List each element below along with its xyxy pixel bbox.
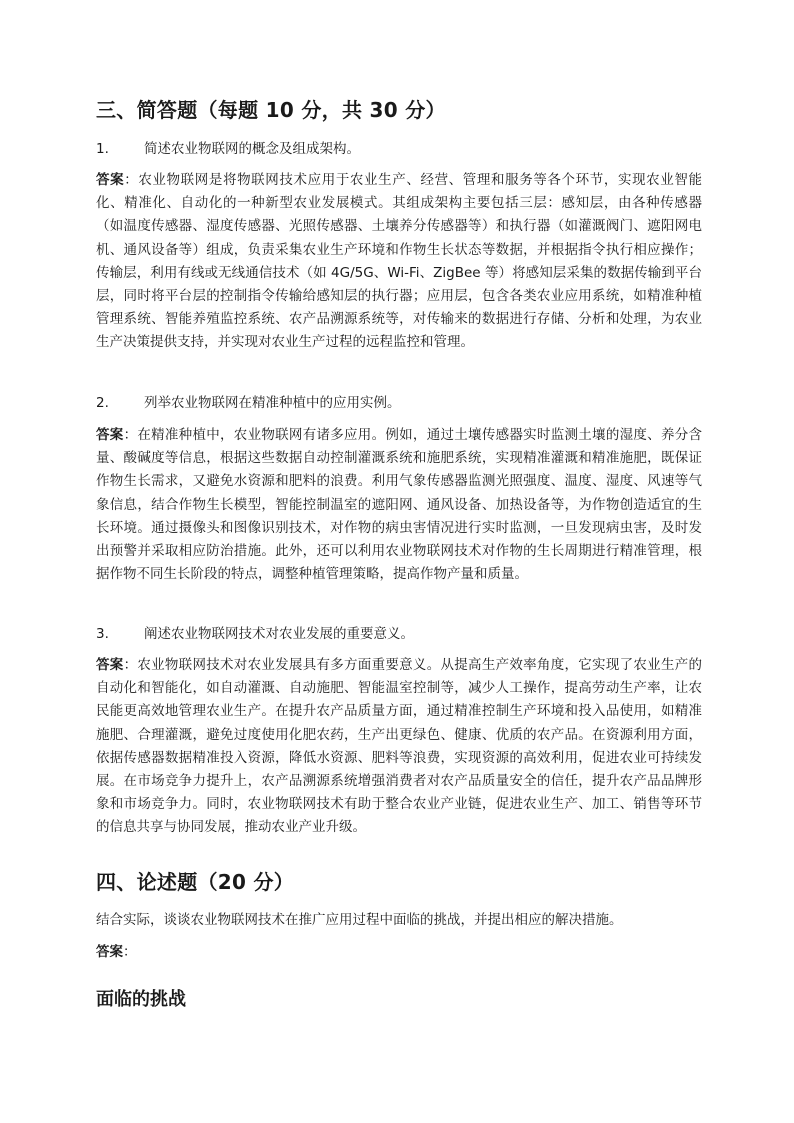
answer-colon: ： [123,944,137,960]
answer-3 [96,654,702,840]
answer-1 [96,169,702,355]
section-4-title: 四、论述题（20 分） [96,870,295,894]
section-3-title: 三、简答题（每题 10 分，共 30 分） [96,98,446,122]
question-text: 列举农业物联网在精准种植中的应用实例。 [144,395,401,411]
answer-label: 答案 [96,944,123,960]
answer-2 [96,424,702,586]
question-number: 2. [96,395,109,411]
question-number: 3. [96,626,109,642]
answer-label: 答案 [96,172,125,188]
question-2 [96,393,702,413]
question-text: 简述农业物联网的概念及组成架构。 [144,141,360,157]
answer-label: 答案 [96,657,124,673]
essay-prompt: 结合实际，谈谈农业物联网技术在推广应用过程中面临的挑战，并提出相应的解决措施。 [96,912,623,928]
question-1 [96,139,702,159]
question-number: 1. [96,141,109,157]
answer-colon: ： [123,427,138,443]
essay-answer-label-line [96,942,137,962]
answer-colon: ： [123,657,138,673]
challenges-heading: 面临的挑战 [96,989,186,1010]
answer-text: 农业物联网技术对农业发展具有多方面重要意义。从提高生产效率角度，它实现了农业生产的自动化和智能化，如自动灌溉、自动施肥、智能温室控制等，减少人工操作，提高劳动生产率，让农民能更高效地管理农业生产。在提升农产品质量方面，通过精准控制生产环境和投入品使用，如精准施肥、合理灌溉，避免过度使用化肥农药，生产出更绿色、健康、优质的农产品。在资源利用方面，依据传感器数据精准投入资源，降低水资源、肥料等浪费，实现资源的高效利用，促进农业可持续发展。在市场竞争力提升上，农产品溯源系统增强消费者对农产品质量安全的信任，提升农产品品牌形象和市场竞争力。同时，农业物联网技术有助于整合农业产业链，促进农业生产、加工、销售等环节的信息共享与协同发展，推动农业产业升级。 [96,657,703,836]
question-text: 阐述农业物联网技术对农业发展的重要意义。 [144,626,414,642]
answer-text: 在精准种植中，农业物联网有诸多应用。例如，通过土壤传感器实时监测土壤的湿度、养分含量、酸碱度等信息，根据这些数据自动控制灌溉系统和施肥系统，实现精准灌溉和精准施肥，既保证作物生长需求，又避免水资源和肥料的浪费。利用气象传感器监测光照强度、温度、湿度、风速等气象信息，结合作物生长模型，智能控制温室的遮阳网、通风设备、加热设备等，为作物创造适宜的生长环境。通过摄像头和图像识别技术，对作物的病虫害情况进行实时监测，一旦发现病虫害，及时发出预警并采取相应防治措施。此外，还可以利用农业物联网技术对作物的生长周期进行精准管理，根据作物不同生长阶段的特点，调整种植管理策略，提高作物产量和质量。 [96,427,703,583]
answer-label: 答案 [96,427,124,443]
answer-colon: ： [124,172,139,188]
question-3 [96,624,702,644]
answer-text: 农业物联网是将物联网技术应用于农业生产、经营、管理和服务等各个环节，实现农业智能化、精准化、自动化的一种新型农业发展模式。其组成架构主要包括三层：感知层，由各种传感器（如温度传感器、湿度传感器、光照传感器、土壤养分传感器等）和执行器（如灌溉阀门、遮阳网电机、通风设备等）组成，负责采集农业生产环境和作物生长状态等数据，并根据指令执行相应操作；传输层，利用有线或无线通信技术（如 4G/5G、Wi-Fi、ZigBee 等）将感知层采集的数据传输到平台层，同时将平台层的控制指令传输给感知层的执行器；应用层，包含各类农业应用系统，如精准种植管理系统、智能养殖监控系统、农产品溯源系统等，对传输来的数据进行存储、分析和处理，为农业生产决策提供支持，并实现对农业生产过程的远程监控和管理。 [96,172,703,351]
